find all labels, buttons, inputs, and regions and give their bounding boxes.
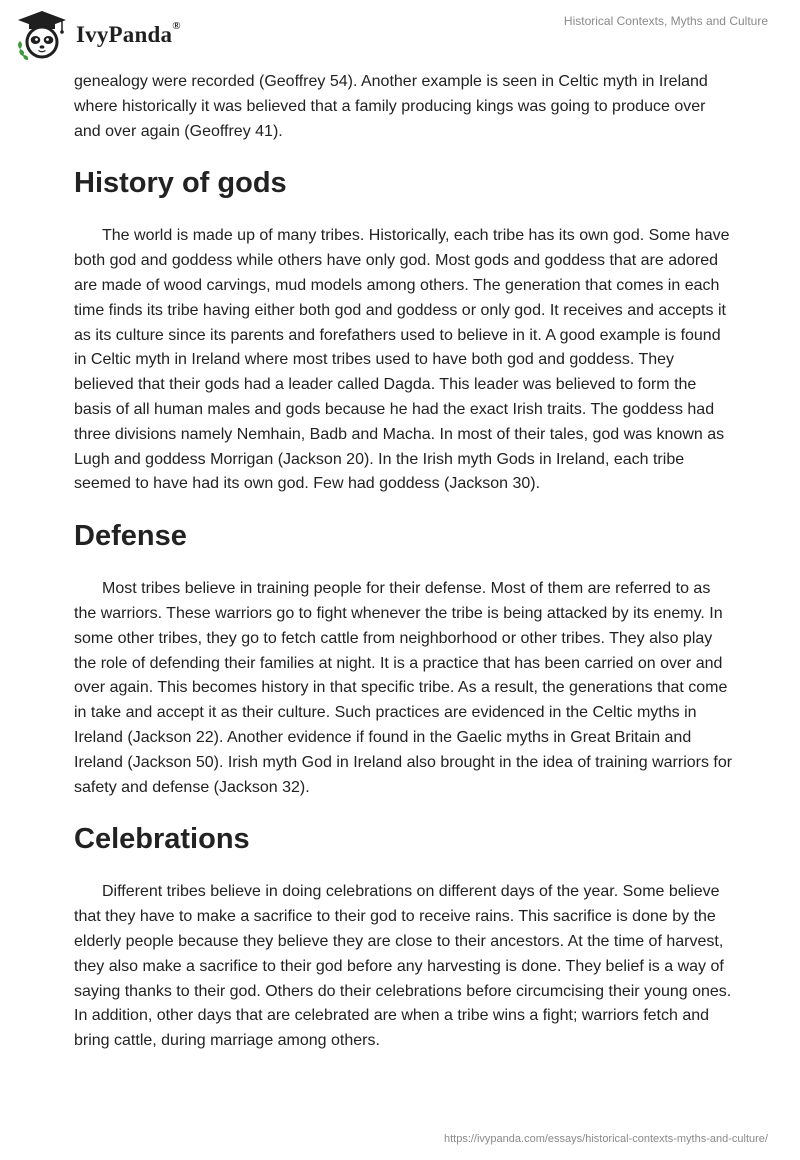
brand-name [76, 22, 181, 48]
essay-content [74, 70, 734, 1054]
section-heading-celebrations: Celebrations [74, 823, 250, 856]
section-heading-history-of-gods: History of gods [74, 167, 287, 200]
section-body-defense: Most tribes believe in training people for their defense. Most of them are referred to as the warriors. These warriors go to fight whenever the tribe is being attacked by its enemy. In some other tribes, they go to fetch cattle from neighborhood or other tribes. They also play the role of defending their families at night. It is a practice that has been carried on over and over again. This becomes history in that specific tribe. As a result, the generations that come in take and accept it as their culture. Such practices are evidenced in the Celtic myths in Ireland (Jackson 22). Another evidence if found in the Gaelic myths in Great Britain and Ireland (Jackson 50). Irish myth God in Ireland also brought in the idea of training warriors for safety and defense (Jackson 32). [74, 580, 733, 796]
source-url[interactable]: https://ivypanda.com/essays/historical-contexts-myths-and-culture/ [443, 1133, 768, 1145]
document-title: Historical Contexts, Myths and Culture [563, 14, 768, 28]
section-heading-defense: Defense [74, 520, 187, 553]
section-body-history-of-gods: The world is made up of many tribes. Historically, each tribe has its own god. Some have both god and goddess while others have only god. Most gods and goddess that are adored are made of wood carvings, mud models among others. The generation that comes in each time finds its tribe having either both god and goddess or only god. It receives and accepts it as its culture since its parents and forefathers used to believe in it. A good example is found in Celtic myth in Ireland where most tribes used to have both god and goddess. They believed that their gods had a leader called Dagda. This leader was believed to form the basis of all human males and gods because he had the exact Irish traits. The goddess had three divisions namely Nemhain, Badb and Macha. In most of their tales, god was known as Lugh and goddess Morrigan (Jackson 20). In the Irish myth Gods in Ireland, each tribe seemed to have had its own god. Few had goddess (Jackson 30). [74, 227, 730, 493]
page-header [0, 0, 800, 70]
section-body-celebrations: Different tribes believe in doing celebrations on different days of the year. Some believe that they have to make a sacrifice to their god to receive rains. This sacrifice is done by the elderly people because they believe they are close to their ancestors. At the time of harvest, they also make a sacrifice to their god before any harvesting is done. They belief is a way of saying thanks to their god. Others do their celebrations before circumcising their young ones. In addition, other days that are celebrated are when a tribe wins a fight; warriors fetch and bring cattle, during marriage among others. [74, 883, 732, 1050]
intro-paragraph: genealogy were recorded (Geoffrey 54). Another example is seen in Celtic myth in Ireland where historically it was believed that a family producing kings was going to produce over and over again (Geoffrey 41). [74, 73, 708, 140]
registered-mark: ® [172, 20, 181, 32]
panda-graduate-icon [14, 9, 70, 61]
ivypanda-logo[interactable] [14, 8, 204, 62]
brand-text: IvyPanda [76, 22, 173, 47]
